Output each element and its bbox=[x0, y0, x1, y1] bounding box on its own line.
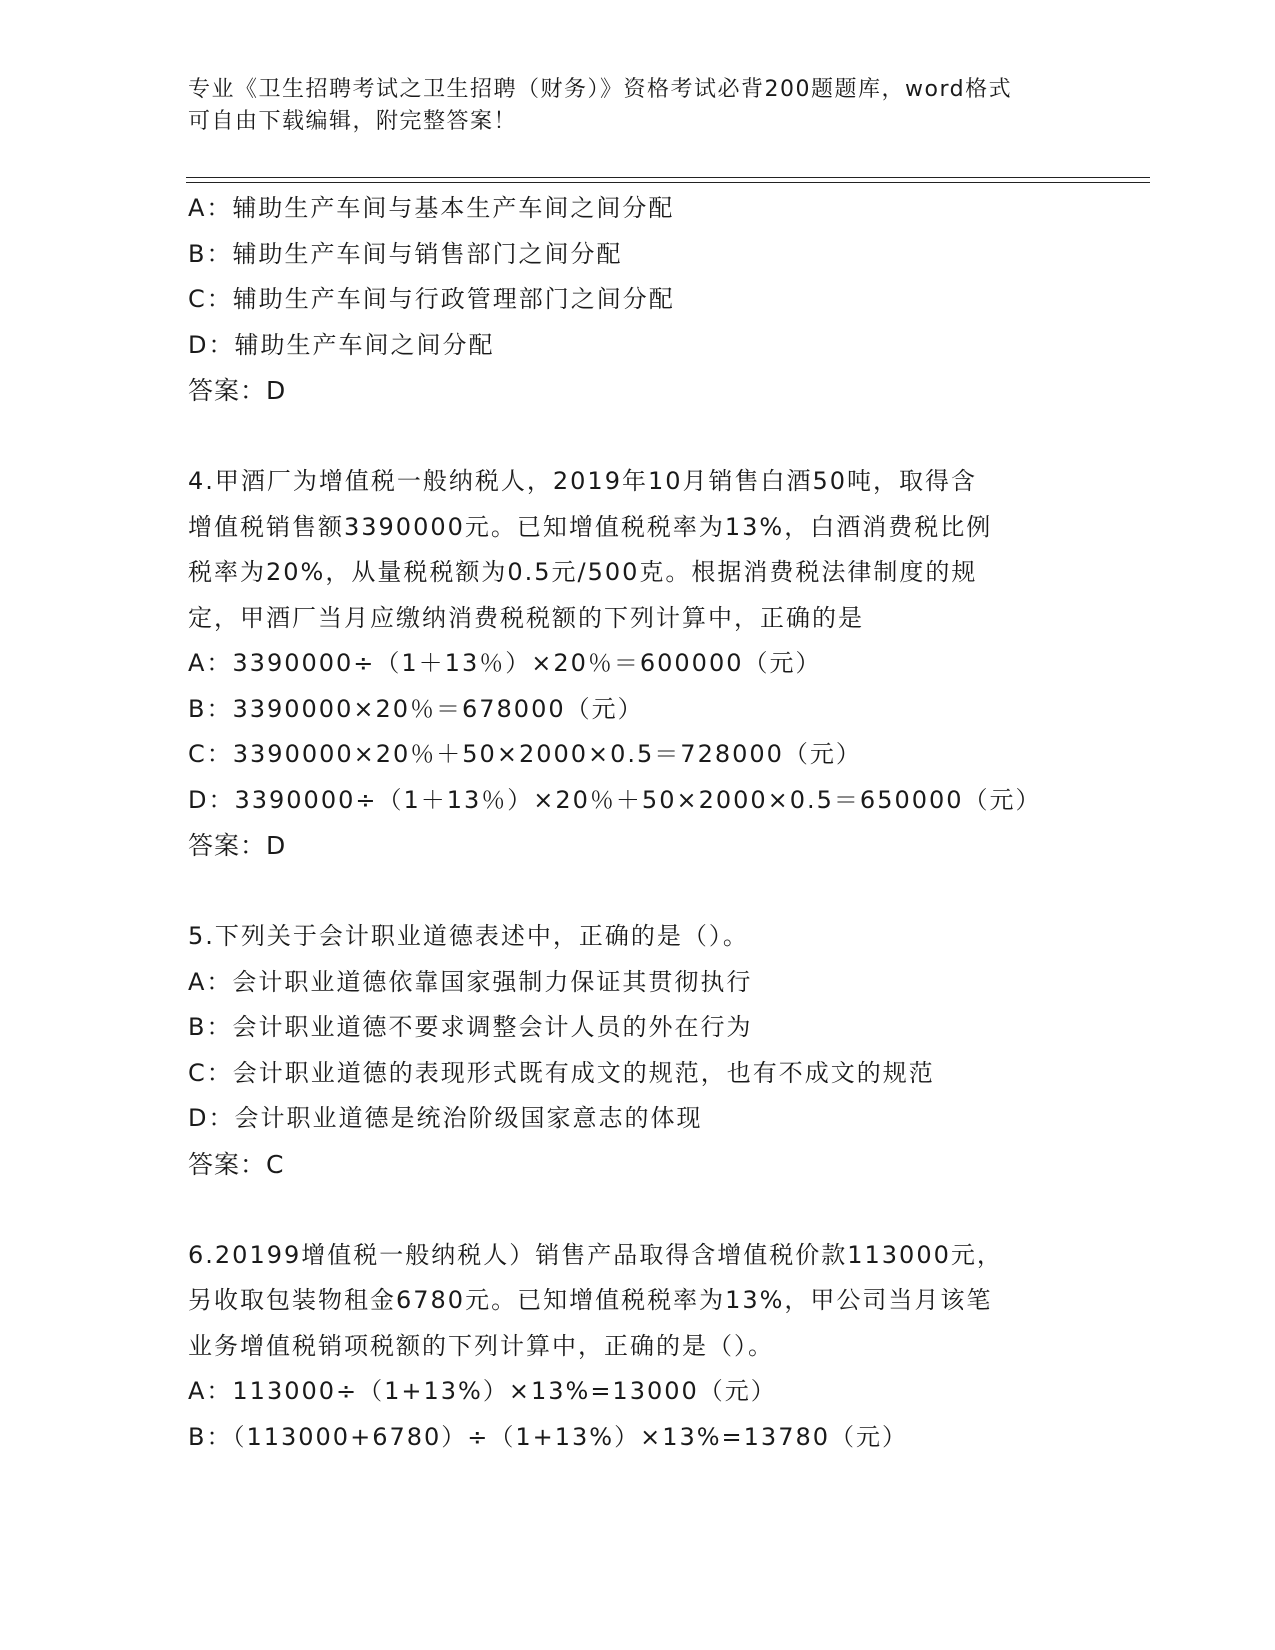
q4-option-d: D：3390000÷（1＋13％）×20％＋50×2000×0.5＝650000（元） bbox=[188, 785, 1042, 814]
q4-answer: 答案：D bbox=[188, 831, 287, 860]
header-title-line-2: 可自由下载编辑，附完整答案！ bbox=[188, 109, 518, 134]
q3-option-b: B：辅助生产车间与销售部门之间分配 bbox=[188, 239, 623, 268]
q4-stem-line-2: 增值税销售额3390000元。已知增值税税率为13%，白酒消费税比例 bbox=[188, 512, 993, 541]
spacer bbox=[188, 869, 1108, 915]
q4-option-b: B：3390000×20％＝678000（元） bbox=[188, 694, 644, 723]
header-divider-top bbox=[186, 177, 1150, 178]
q4-stem-line-1: 4.甲酒厂为增值税一般纳税人，2019年10月销售白酒50吨，取得含 bbox=[188, 467, 978, 495]
q5-option-b: B：会计职业道德不要求调整会计人员的外在行为 bbox=[188, 1013, 753, 1041]
spacer bbox=[188, 414, 1108, 460]
q3-option-d: D：辅助生产车间之间分配 bbox=[188, 330, 495, 359]
q6-stem-line-2: 另收取包装物租金6780元。已知增值税税率为13%，甲公司当月该笔 bbox=[188, 1286, 993, 1314]
q3-answer: 答案：D bbox=[188, 376, 287, 405]
question-5 bbox=[188, 914, 1108, 1187]
q5-stem-line-1: 5.下列关于会计职业道德表述中，正确的是（）。 bbox=[188, 922, 749, 950]
spacer bbox=[188, 1187, 1108, 1233]
q5-option-d: D：会计职业道德是统治阶级国家意志的体现 bbox=[188, 1104, 703, 1132]
q3-option-a: A：辅助生产车间与基本生产车间之间分配 bbox=[188, 194, 675, 222]
q5-option-c: C：会计职业道德的表现形式既有成文的规范，也有不成文的规范 bbox=[188, 1058, 935, 1087]
header-title-line-1: 专业《卫生招聘考试之卫生招聘（财务）》资格考试必背200题题库，word格式 bbox=[188, 77, 1013, 102]
q4-stem-line-3: 税率为20%，从量税税额为0.5元/500克。根据消费税法律制度的规 bbox=[188, 558, 978, 586]
question-content bbox=[188, 186, 1108, 1460]
q6-option-b: B：（113000+6780）÷（1+13%）×13%=13780（元） bbox=[188, 1422, 909, 1451]
q6-option-a: A：113000÷（1+13%）×13%=13000（元） bbox=[188, 1377, 777, 1405]
q5-option-a: A：会计职业道德依靠国家强制力保证其贯彻执行 bbox=[188, 967, 753, 996]
question-6 bbox=[188, 1233, 1108, 1461]
q4-stem-line-4: 定，甲酒厂当月应缴纳消费税税额的下列计算中，正确的是 bbox=[188, 603, 864, 632]
q4-option-c: C：3390000×20％＋50×2000×0.5＝728000（元） bbox=[188, 740, 862, 768]
question-3 bbox=[188, 186, 1108, 414]
header-divider-bottom bbox=[186, 182, 1150, 183]
q4-option-a: A：3390000÷（1＋13％）×20％＝600000（元） bbox=[188, 649, 822, 677]
q3-option-c: C：辅助生产车间与行政管理部门之间分配 bbox=[188, 285, 675, 313]
q5-answer: 答案：C bbox=[188, 1149, 285, 1179]
q6-stem-line-1: 6.20199增值税一般纳税人）销售产品取得含增值税价款113000元， bbox=[188, 1240, 1003, 1269]
question-4 bbox=[188, 459, 1108, 869]
q6-stem-line-3: 业务增值税销项税额的下列计算中，正确的是（）。 bbox=[188, 1331, 774, 1360]
document-header bbox=[188, 74, 1088, 138]
